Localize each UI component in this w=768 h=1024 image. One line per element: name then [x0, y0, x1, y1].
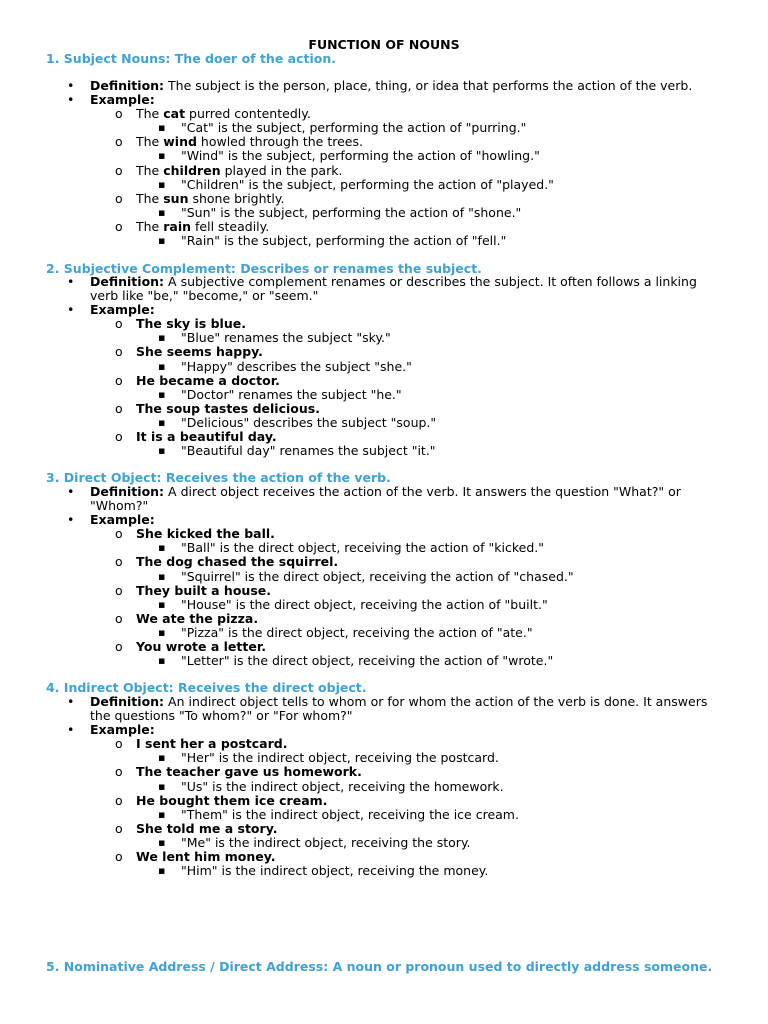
square-bullet-icon: ▪	[158, 387, 166, 401]
circle-bullet-icon: o	[115, 218, 123, 234]
bullet-icon: •	[67, 722, 75, 738]
circle-bullet-icon: o	[115, 610, 123, 626]
sentence-end: shone brightly.	[188, 190, 285, 206]
example-sentence	[0, 345, 722, 359]
highlighted-noun: rain	[163, 218, 192, 234]
section-body	[0, 275, 768, 458]
example-sentence	[0, 317, 722, 331]
bullet-icon: •	[67, 694, 75, 709]
circle-bullet-icon: o	[115, 820, 123, 836]
square-bullet-icon: ▪	[158, 444, 166, 458]
example-sentence	[0, 737, 722, 751]
example-explanation	[0, 808, 722, 822]
circle-bullet-icon: o	[115, 316, 123, 332]
sentence-start: The	[136, 218, 164, 234]
section-body	[0, 695, 768, 878]
sentence-start: The	[136, 134, 164, 150]
bullet-icon: •	[67, 512, 75, 528]
square-bullet-icon: ▪	[158, 234, 166, 248]
definition-item	[0, 485, 722, 513]
example-sentence	[0, 192, 722, 206]
explanation-text: "Children" is the subject, performing the action of "played."	[181, 176, 554, 192]
square-bullet-icon: ▪	[158, 807, 166, 821]
explanation-text: "Blue" renames the subject "sky."	[181, 330, 391, 346]
example-sentence	[0, 794, 722, 808]
definition-item	[0, 79, 722, 93]
circle-bullet-icon: o	[115, 372, 123, 388]
square-bullet-icon: ▪	[158, 359, 166, 373]
definition-item	[0, 695, 722, 723]
highlighted-noun: children	[163, 162, 221, 178]
example-item	[0, 93, 722, 107]
example-label: Example:	[90, 722, 155, 738]
sentence-start: The	[136, 190, 164, 206]
circle-bullet-icon: o	[115, 639, 123, 655]
example-item	[0, 303, 722, 317]
explanation-text: "Cat" is the subject, performing the action of "purring."	[181, 120, 527, 136]
circle-bullet-icon: o	[115, 792, 123, 808]
sentence-text: We lent him money.	[136, 849, 276, 865]
example-explanation	[0, 178, 722, 192]
square-bullet-icon: ▪	[158, 779, 166, 793]
sentence-text: The soup tastes delicious.	[136, 400, 320, 416]
example-sentence	[0, 107, 722, 121]
example-item	[0, 513, 722, 527]
explanation-text: "Doctor" renames the subject "he."	[181, 386, 402, 402]
square-bullet-icon: ▪	[158, 751, 166, 765]
example-item	[0, 723, 722, 737]
example-explanation	[0, 836, 722, 850]
highlighted-noun: wind	[163, 134, 197, 150]
definition-label: Definition:	[90, 274, 165, 289]
example-explanation	[0, 780, 722, 794]
example-sentence	[0, 612, 722, 626]
explanation-text: "Delicious" describes the subject "soup."	[181, 414, 437, 430]
circle-bullet-icon: o	[115, 190, 123, 206]
square-bullet-icon: ▪	[158, 835, 166, 849]
example-label: Example:	[90, 302, 155, 318]
sentence-text: She seems happy.	[136, 344, 263, 360]
explanation-text: "Them" is the indirect object, receiving the ice cream.	[181, 806, 519, 822]
square-bullet-icon: ▪	[158, 331, 166, 345]
section-heading: 2. Subjective Complement: Describes or renames the subject.	[46, 261, 482, 276]
example-explanation	[0, 206, 722, 220]
circle-bullet-icon: o	[115, 106, 123, 122]
example-explanation	[0, 751, 722, 765]
square-bullet-icon: ▪	[158, 121, 166, 135]
explanation-text: "Letter" is the direct object, receiving the action of "wrote."	[181, 653, 554, 669]
sentence-text: He bought them ice cream.	[136, 792, 328, 808]
explanation-text: "Us" is the indirect object, receiving the homework.	[181, 778, 504, 794]
definition-text: The subject is the person, place, thing, or idea that performs the action of the verb.	[168, 78, 693, 93]
bullet-icon: •	[67, 274, 75, 289]
explanation-text: "Him" is the indirect object, receiving the money.	[181, 863, 489, 879]
sentence-end: played in the park.	[220, 162, 343, 178]
example-sentence	[0, 220, 722, 234]
circle-bullet-icon: o	[115, 344, 123, 360]
sentence-text: He became a doctor.	[136, 372, 280, 388]
section-heading: 4. Indirect Object: Receives the direct object.	[46, 680, 367, 695]
square-bullet-icon: ▪	[158, 541, 166, 555]
definition-text: An indirect object tells to whom or for whom the action of the verb is done. It answers the questions "To whom?" or "For whom?"	[90, 694, 708, 724]
section-body	[0, 79, 768, 248]
circle-bullet-icon: o	[115, 429, 123, 445]
sentence-text: The teacher gave us homework.	[136, 764, 362, 780]
square-bullet-icon: ▪	[158, 569, 166, 583]
sentence-end: howled through the trees.	[196, 134, 363, 150]
sentence-text: The sky is blue.	[136, 316, 246, 332]
example-sentence	[0, 822, 722, 836]
sentence-text: It is a beautiful day.	[136, 429, 277, 445]
example-explanation	[0, 541, 722, 555]
page-title: FUNCTION OF NOUNS	[308, 37, 460, 52]
sentence-text: The dog chased the squirrel.	[136, 554, 339, 570]
bullet-icon: •	[67, 484, 75, 499]
sentence-text: We ate the pizza.	[136, 610, 259, 626]
example-explanation	[0, 570, 722, 584]
example-label: Example:	[90, 512, 155, 528]
example-explanation	[0, 360, 722, 374]
explanation-text: "Ball" is the direct object, receiving the action of "kicked."	[181, 540, 545, 556]
example-explanation	[0, 416, 722, 430]
sentence-start: The	[136, 162, 164, 178]
sentence-end: purred contentedly.	[185, 106, 311, 122]
square-bullet-icon: ▪	[158, 149, 166, 163]
example-explanation	[0, 149, 722, 163]
example-explanation	[0, 121, 722, 135]
example-explanation	[0, 388, 722, 402]
circle-bullet-icon: o	[115, 554, 123, 570]
sentence-text: She kicked the ball.	[136, 526, 275, 542]
example-sentence	[0, 765, 722, 779]
explanation-text: "Me" is the indirect object, receiving the story.	[181, 834, 471, 850]
example-explanation	[0, 654, 722, 668]
square-bullet-icon: ▪	[158, 864, 166, 878]
circle-bullet-icon: o	[115, 764, 123, 780]
circle-bullet-icon: o	[115, 526, 123, 542]
square-bullet-icon: ▪	[158, 654, 166, 668]
bullet-icon: •	[67, 78, 75, 93]
bullet-icon: •	[67, 92, 75, 108]
sentence-text: She told me a story.	[136, 820, 278, 836]
explanation-text: "Happy" describes the subject "she."	[181, 358, 412, 374]
example-sentence	[0, 850, 722, 864]
example-sentence	[0, 402, 722, 416]
circle-bullet-icon: o	[115, 849, 123, 865]
square-bullet-icon: ▪	[158, 625, 166, 639]
example-explanation	[0, 864, 722, 878]
circle-bullet-icon: o	[115, 134, 123, 150]
example-sentence	[0, 374, 722, 388]
explanation-text: "Her" is the indirect object, receiving the postcard.	[181, 750, 499, 766]
example-sentence	[0, 527, 722, 541]
explanation-text: "Beautiful day" renames the subject "it."	[181, 443, 436, 459]
definition-text: A direct object receives the action of the verb. It answers the question "What?" or "Whom?"	[90, 484, 681, 514]
example-explanation	[0, 626, 722, 640]
highlighted-noun: cat	[163, 106, 186, 122]
explanation-text: "Sun" is the subject, performing the action of "shone."	[181, 204, 522, 220]
example-sentence	[0, 555, 722, 569]
square-bullet-icon: ▪	[158, 205, 166, 219]
example-explanation	[0, 444, 722, 458]
definition-text: A subjective complement renames or describes the subject. It often follows a linking verb like "be," "become," or "seem."	[90, 274, 697, 304]
sentence-text: They built a house.	[136, 582, 271, 598]
example-sentence	[0, 584, 722, 598]
section-heading: 5. Nominative Address / Direct Address: A noun or pronoun used to directly address someone.	[46, 959, 713, 974]
definition-label: Definition:	[90, 484, 165, 499]
bullet-icon: •	[67, 302, 75, 318]
circle-bullet-icon: o	[115, 162, 123, 178]
example-sentence	[0, 135, 722, 149]
example-sentence	[0, 430, 722, 444]
square-bullet-icon: ▪	[158, 177, 166, 191]
explanation-text: "Rain" is the subject, performing the action of "fell."	[181, 233, 507, 249]
circle-bullet-icon: o	[115, 736, 123, 752]
circle-bullet-icon: o	[115, 400, 123, 416]
circle-bullet-icon: o	[115, 582, 123, 598]
definition-label: Definition:	[90, 78, 165, 93]
section-body	[0, 485, 768, 668]
example-label: Example:	[90, 92, 155, 108]
definition-item	[0, 275, 722, 303]
example-explanation	[0, 598, 722, 612]
definition-label: Definition:	[90, 694, 165, 709]
example-sentence	[0, 164, 722, 178]
sentence-end: fell steadily.	[191, 218, 270, 234]
explanation-text: "Wind" is the subject, performing the action of "howling."	[181, 148, 540, 164]
example-sentence	[0, 640, 722, 654]
explanation-text: "Squirrel" is the direct object, receiving the action of "chased."	[181, 568, 574, 584]
square-bullet-icon: ▪	[158, 597, 166, 611]
square-bullet-icon: ▪	[158, 415, 166, 429]
sentence-text: You wrote a letter.	[136, 639, 266, 655]
section-heading: 3. Direct Object: Receives the action of the verb.	[46, 470, 391, 485]
explanation-text: "House" is the direct object, receiving the action of "built."	[181, 596, 548, 612]
section-heading: 1. Subject Nouns: The doer of the action.	[46, 51, 336, 66]
highlighted-noun: sun	[163, 190, 189, 206]
sentence-text: I sent her a postcard.	[136, 736, 288, 752]
explanation-text: "Pizza" is the direct object, receiving the action of "ate."	[181, 624, 533, 640]
sentence-start: The	[136, 106, 164, 122]
example-explanation	[0, 331, 722, 345]
example-explanation	[0, 234, 722, 248]
